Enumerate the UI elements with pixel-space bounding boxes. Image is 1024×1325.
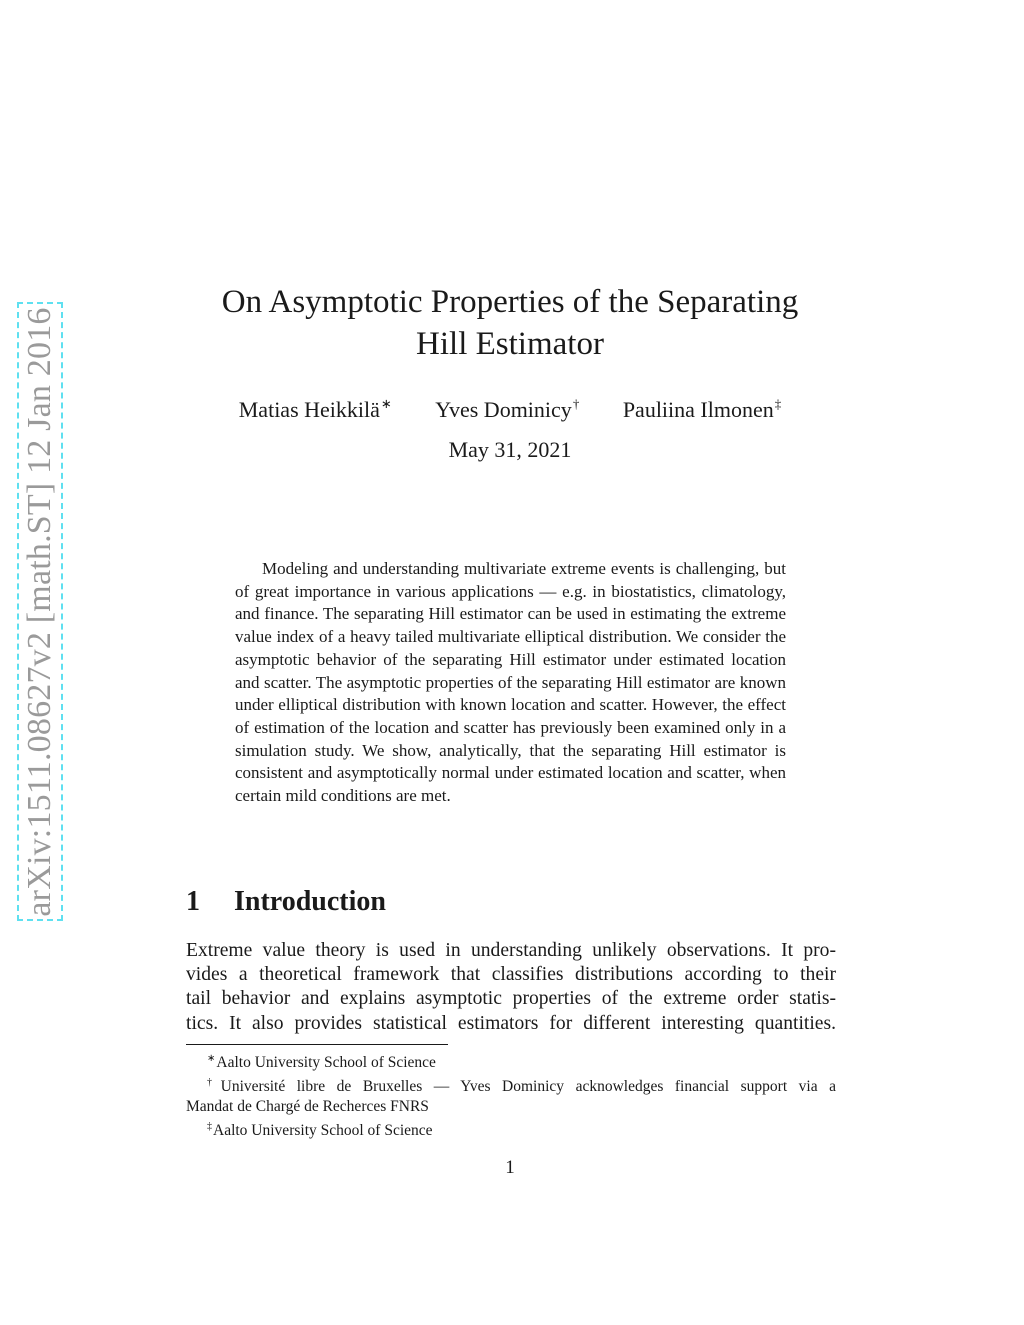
footnote-mark: ‡	[207, 1121, 212, 1132]
footnote-text: Université libre de Bruxelles — Yves Dominicy acknowledges financial support via a	[220, 1078, 837, 1095]
section-heading-introduction	[186, 884, 836, 920]
footnote-text: Mandat de Chargé de Recherces FNRS	[186, 1098, 429, 1115]
footnote-3	[186, 1117, 836, 1141]
intro-line: tail behavior and explains asymptotic properties of the extreme order statis-	[186, 988, 836, 1010]
author-3	[623, 390, 781, 424]
page-number: 1	[505, 1157, 515, 1178]
author-list	[160, 390, 860, 424]
footnote-mark: ∗	[207, 1053, 216, 1064]
footnote-text: Aalto University School of Science	[213, 1122, 433, 1139]
section-title: Introduction	[234, 886, 386, 917]
arxiv-identifier-stamp[interactable]	[17, 302, 63, 921]
footnote-mark[interactable]: ∗	[380, 396, 392, 411]
title-line-2: Hill Estimator	[416, 326, 604, 362]
footnote-text: Aalto University School of Science	[216, 1054, 436, 1071]
intro-line: tics. It also provides statistical estimators for different interesting quantities.	[186, 1012, 836, 1034]
footnote-1	[186, 1049, 836, 1073]
paper-title	[160, 281, 860, 365]
author-name: Yves Dominicy	[435, 397, 572, 422]
footnote-2	[186, 1073, 836, 1097]
arxiv-identifier-text: arXiv:1511.08627v2 [math.ST] 12 Jan 2016	[21, 306, 58, 917]
footnote-mark[interactable]: †	[572, 396, 580, 411]
footnote-divider	[186, 1044, 448, 1045]
intro-line: vides a theoretical framework that classifies distributions according to their	[186, 964, 836, 986]
footnote-mark: †	[207, 1077, 220, 1088]
introduction-paragraph	[186, 939, 836, 1036]
author-1	[239, 390, 392, 424]
footnote-2-continuation	[186, 1097, 836, 1117]
author-2	[435, 390, 579, 424]
section-number: 1	[186, 886, 200, 917]
author-name: Matias Heikkilä	[238, 397, 380, 422]
abstract-text: Modeling and understanding multivariate extreme events is challenging, but of great importance in various applications — e.g. in biostatistics, climatology, and finance. The separating Hill estimator can be used in estimating the extreme value index of a heavy tailed multivariate elliptical distribution. We consider the asymptotic behavior of the separating Hill estimator under estimated location and scatter. The asymptotic properties of the separating Hill estimator are known under elliptical distribution with known location and scatter. However, the effect of estimation of the location and scatter has previously been examined only in a simulation study. We show, analytically, that the separating Hill estimator is consistent and asymptotically normal under estimated location and scatter, when certain mild conditions are met.	[235, 559, 786, 806]
intro-line: Extreme value theory is used in understanding unlikely observations. It pro-	[186, 940, 836, 961]
footnote-mark[interactable]: ‡	[774, 396, 782, 411]
title-line-1: On Asymptotic Properties of the Separating	[221, 284, 799, 320]
publication-date: May 31, 2021	[448, 437, 572, 462]
footnotes	[186, 1049, 836, 1141]
author-name: Pauliina Ilmonen	[622, 397, 774, 422]
